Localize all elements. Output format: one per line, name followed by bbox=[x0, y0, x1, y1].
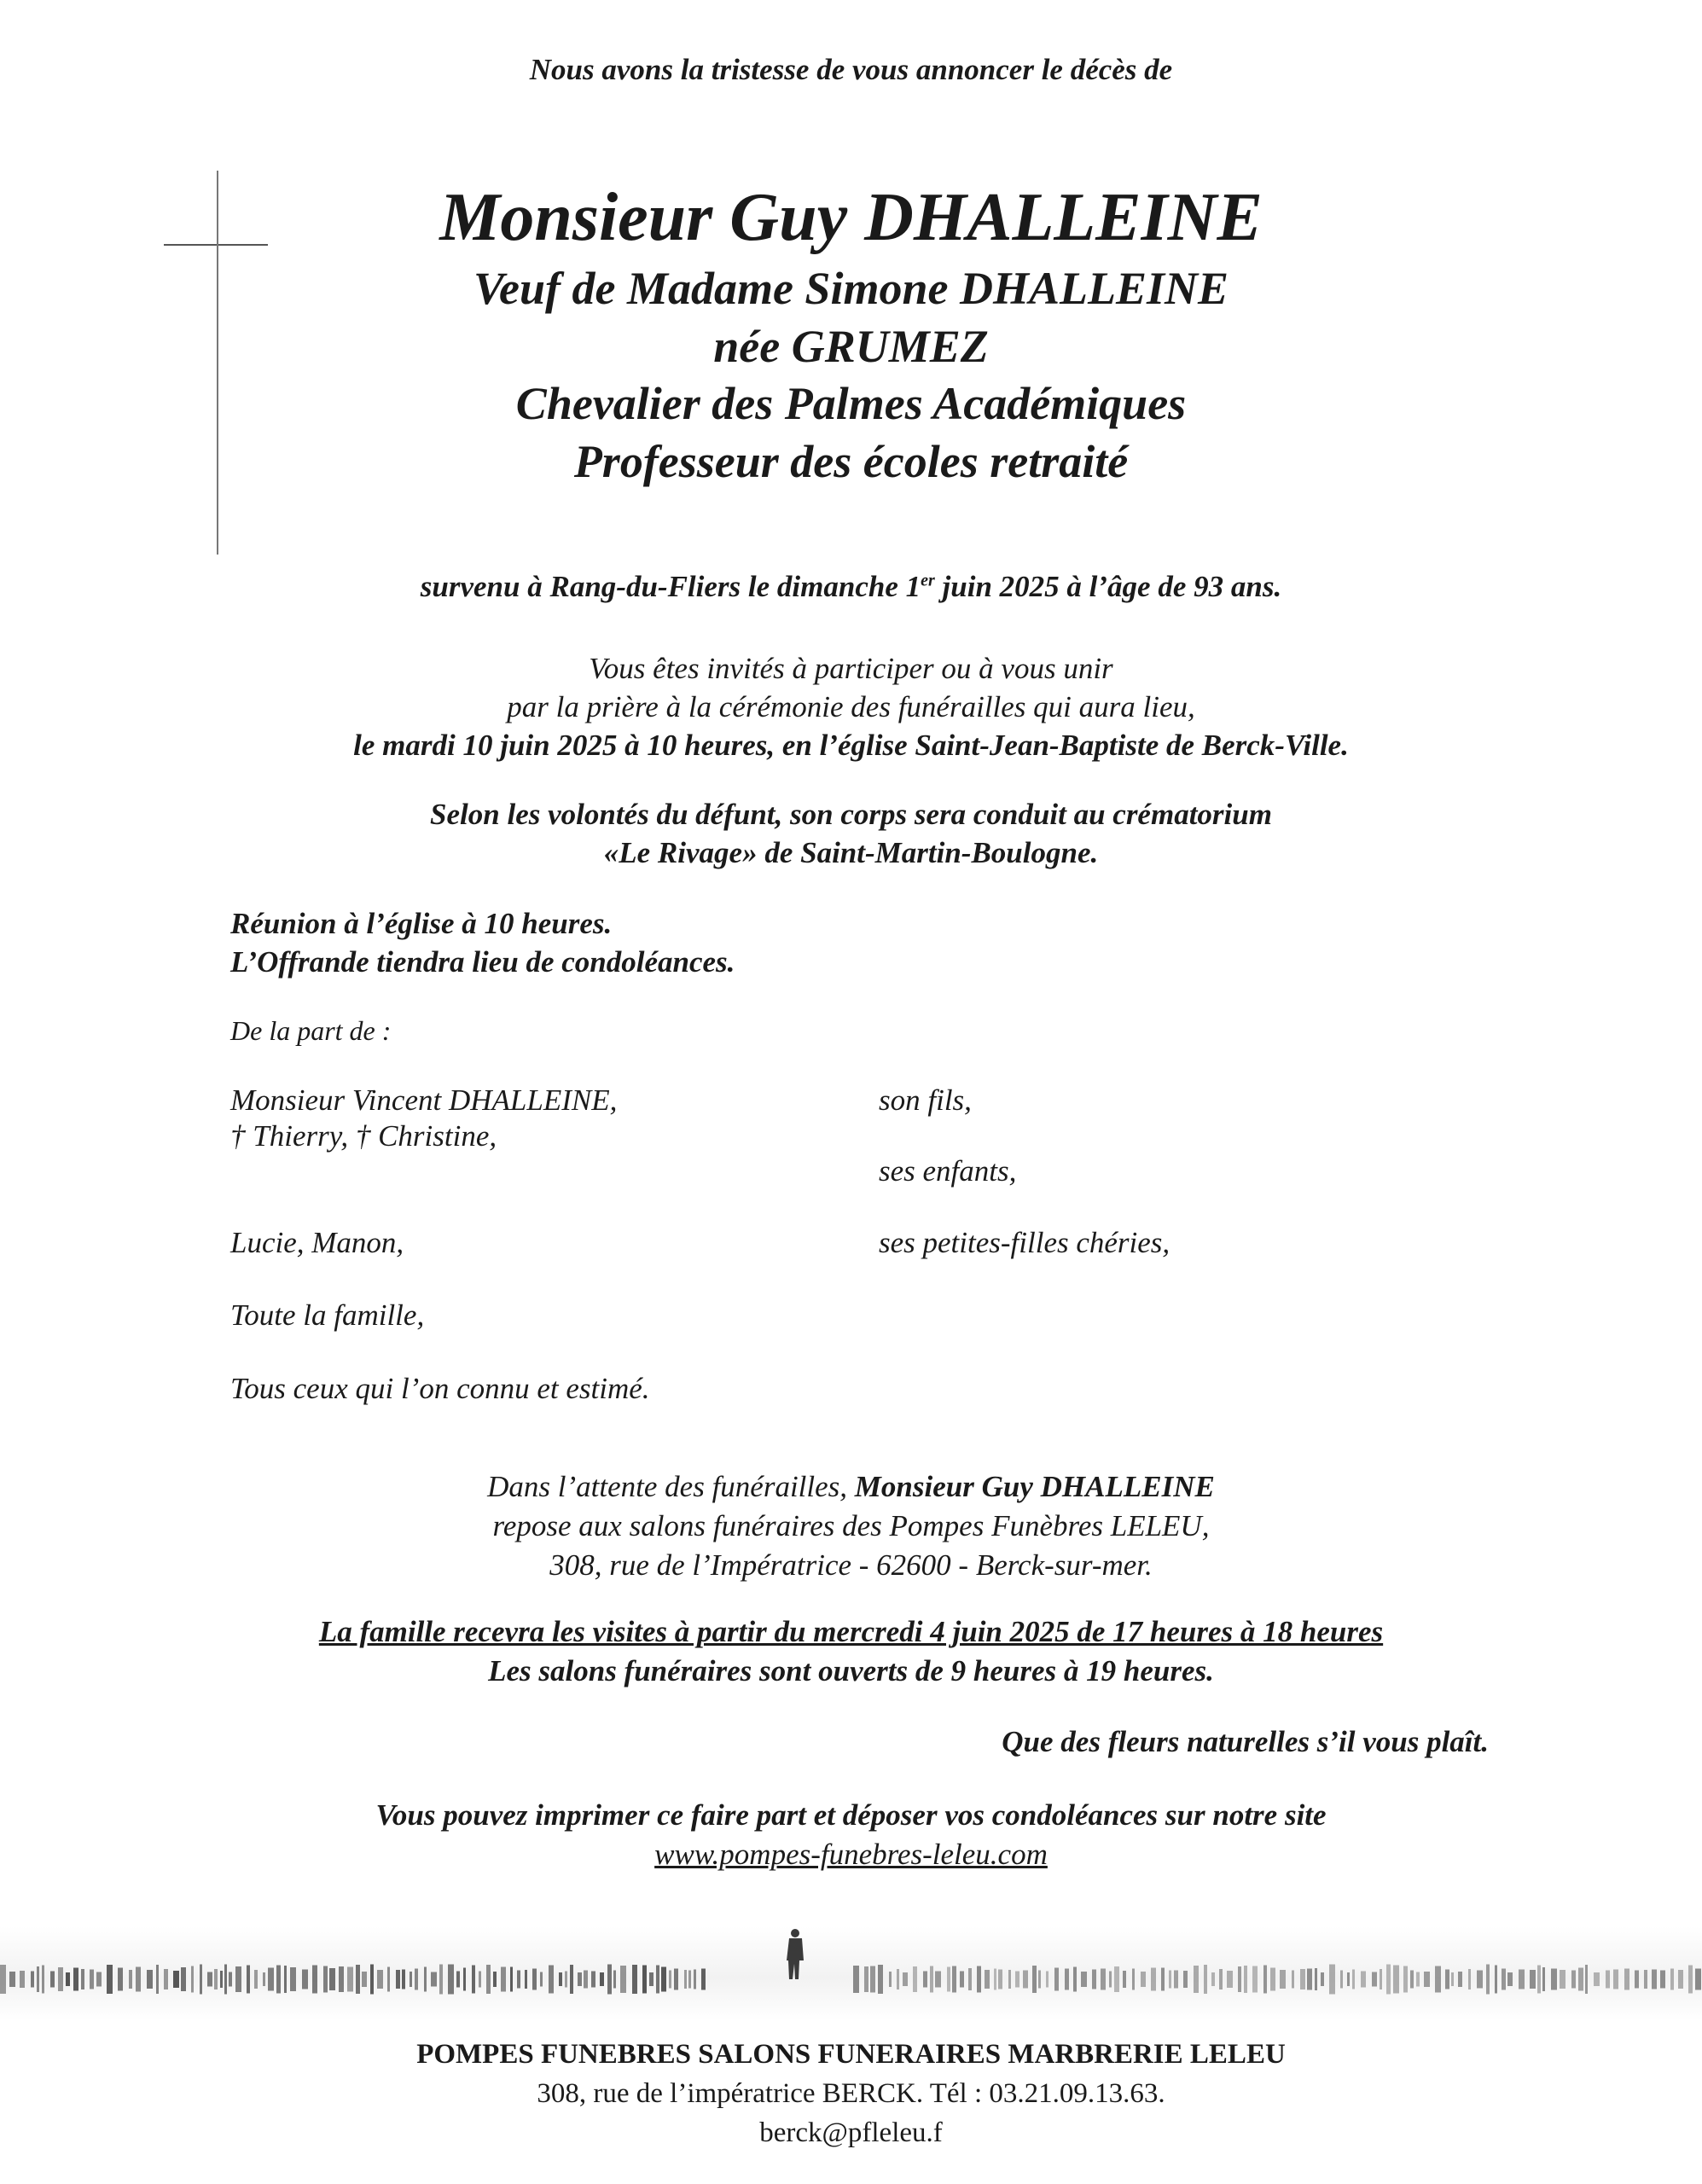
website-block bbox=[0, 1796, 1702, 1874]
beach-post-shape bbox=[1678, 1970, 1683, 1989]
death-notice-ordinal: er bbox=[921, 571, 935, 590]
beach-post-shape bbox=[356, 1965, 360, 1994]
beach-post-shape bbox=[247, 1966, 250, 1994]
beach-post-shape bbox=[1204, 1965, 1207, 1994]
beach-post-shape bbox=[1227, 1971, 1233, 1988]
beach-post-shape bbox=[878, 1965, 883, 1994]
waiting-line-2: repose aux salons funéraires des Pompes Funèbres LELEU, bbox=[492, 1509, 1210, 1542]
profession: Professeur des écoles retraité bbox=[573, 435, 1129, 487]
beach-post-shape bbox=[656, 1966, 659, 1994]
beach-post-shape bbox=[1340, 1971, 1343, 1989]
beach-post-shape bbox=[1530, 1970, 1536, 1989]
beach-post-shape bbox=[463, 1968, 466, 1991]
beach-post-shape bbox=[1519, 1970, 1525, 1989]
beach-post-shape bbox=[1560, 1970, 1565, 1989]
beach-post-shape bbox=[620, 1966, 626, 1993]
beach-post-shape bbox=[396, 1970, 400, 1989]
beach-post-shape bbox=[1502, 1969, 1506, 1990]
beach-post-shape bbox=[510, 1967, 513, 1992]
beach-post-shape bbox=[684, 1970, 687, 1989]
beach-post-shape bbox=[254, 1970, 258, 1989]
beach-post-shape bbox=[1416, 1972, 1420, 1987]
beach-post-shape bbox=[1495, 1966, 1497, 1994]
beach-post-shape bbox=[347, 1967, 353, 1992]
beach-post-shape bbox=[960, 1972, 964, 1988]
beach-post-shape bbox=[323, 1966, 328, 1993]
beach-post-shape bbox=[1670, 1969, 1674, 1990]
ceremony-line-2: par la prière à la cérémonie des funérailles qui aura lieu, bbox=[507, 690, 1195, 723]
beach-post-shape bbox=[913, 1966, 917, 1992]
beach-post-shape bbox=[1183, 1971, 1188, 1988]
beach-post-shape bbox=[493, 1972, 497, 1987]
gathering-line-2: L’Offrande tiendra lieu de condoléances. bbox=[230, 945, 735, 979]
beach-post-shape bbox=[1477, 1971, 1483, 1989]
cremation-line-1: Selon les volontés du défunt, son corps sera conduit au crématorium bbox=[430, 798, 1272, 831]
beach-post-shape bbox=[276, 1966, 281, 1994]
ceremony-line-1: Vous êtes invités à participer ou à vous unir bbox=[589, 652, 1113, 685]
beach-post-shape bbox=[1660, 1971, 1665, 1989]
beach-post-shape bbox=[517, 1971, 520, 1989]
waiting-name: Monsieur Guy DHALLEINE bbox=[854, 1470, 1215, 1503]
website-link[interactable]: www.pompes-funebres-leleu.com bbox=[654, 1838, 1048, 1871]
beach-post-shape bbox=[302, 1970, 308, 1989]
beach-post-shape bbox=[1038, 1971, 1041, 1989]
beach-post-shape bbox=[701, 1969, 706, 1990]
beach-post-shape bbox=[930, 1966, 933, 1993]
beach-post-shape bbox=[864, 1966, 868, 1992]
beach-post-shape bbox=[486, 1965, 491, 1994]
beach-post-shape bbox=[20, 1971, 25, 1988]
beach-post-shape bbox=[1688, 1966, 1693, 1994]
beach-post-shape bbox=[661, 1967, 666, 1992]
beach-post-shape bbox=[1321, 1972, 1324, 1986]
beach-post-shape bbox=[1585, 1965, 1588, 1994]
beach-post-shape bbox=[1542, 1967, 1545, 1991]
beach-post-shape bbox=[1300, 1969, 1305, 1989]
beach-post-shape bbox=[472, 1966, 475, 1994]
beach-post-shape bbox=[1161, 1968, 1165, 1991]
beach-post-shape bbox=[525, 1970, 527, 1989]
beach-post-shape bbox=[312, 1966, 317, 1994]
beach-post-shape bbox=[1424, 1972, 1430, 1987]
beach-post-shape bbox=[1292, 1971, 1294, 1989]
beach-post-shape bbox=[532, 1969, 537, 1990]
beach-post-shape bbox=[164, 1969, 168, 1989]
beach-post-shape bbox=[156, 1965, 159, 1994]
family-all-who-knew: Tous ceux qui l’on connu et estimé. bbox=[230, 1372, 650, 1405]
beach-post-shape bbox=[1238, 1966, 1241, 1992]
beach-post-shape bbox=[903, 1972, 908, 1986]
death-notice bbox=[0, 570, 1702, 604]
beach-post-shape bbox=[402, 1970, 405, 1989]
beach-post-shape bbox=[632, 1965, 637, 1994]
cremation-block bbox=[0, 795, 1702, 872]
beach-post-shape bbox=[118, 1968, 123, 1991]
beach-post-shape bbox=[935, 1972, 941, 1988]
beach-post-shape bbox=[985, 1970, 990, 1989]
family-son-relation: son fils, bbox=[879, 1083, 972, 1117]
beach-post-shape bbox=[559, 1972, 562, 1986]
beach-post-shape bbox=[1008, 1970, 1011, 1989]
beach-post-shape bbox=[1054, 1968, 1059, 1991]
website-note: Vous pouvez imprimer ce faire part et déposer vos condoléances sur notre site bbox=[375, 1798, 1327, 1832]
beach-post-shape bbox=[1380, 1969, 1382, 1989]
beach-post-shape bbox=[947, 1967, 950, 1992]
beach-post-shape bbox=[1092, 1970, 1096, 1989]
gathering-block bbox=[230, 904, 735, 981]
beach-post-shape bbox=[181, 1967, 186, 1991]
beach-post-shape bbox=[1169, 1971, 1171, 1989]
beach-post-shape bbox=[1393, 1966, 1399, 1994]
beach-post-shape bbox=[191, 1966, 194, 1993]
maiden-name: née GRUMEZ bbox=[713, 320, 989, 372]
beach-post-shape bbox=[540, 1972, 543, 1987]
footer-email: berck@pfleleu.f bbox=[759, 2117, 943, 2148]
waiting-block bbox=[0, 1467, 1702, 1585]
beach-post-shape bbox=[42, 1966, 44, 1994]
beach-post-shape bbox=[591, 1972, 595, 1988]
beach-post-shape bbox=[1507, 1972, 1513, 1986]
death-notice-text-end: juin 2025 à l’âge de 93 ans. bbox=[934, 570, 1282, 603]
beach-post-shape bbox=[136, 1967, 141, 1992]
beach-post-shape bbox=[73, 1968, 78, 1991]
beach-post-shape bbox=[613, 1971, 616, 1989]
beach-post-shape bbox=[1109, 1972, 1112, 1988]
ceremony-block bbox=[0, 649, 1702, 764]
beach-post-shape bbox=[1219, 1969, 1223, 1989]
beach-post-shape bbox=[268, 1968, 274, 1991]
distinction: Chevalier des Palmes Académiques bbox=[515, 378, 1187, 429]
beach-post-shape bbox=[1458, 1972, 1462, 1987]
beach-post-shape bbox=[1270, 1968, 1275, 1991]
beach-post-shape bbox=[600, 1972, 604, 1986]
beach-post-shape bbox=[1624, 1969, 1629, 1990]
beach-post-shape bbox=[284, 1966, 287, 1993]
beach-post-shape bbox=[200, 1965, 202, 1995]
beach-post-shape bbox=[1032, 1966, 1037, 1993]
beach-post-shape bbox=[669, 1971, 671, 1989]
beach-post-shape bbox=[424, 1967, 427, 1992]
beach-post-shape bbox=[1329, 1965, 1335, 1995]
beach-post-shape bbox=[147, 1970, 153, 1989]
beach-post-shape bbox=[1073, 1967, 1077, 1992]
beach-post-shape bbox=[362, 1972, 367, 1987]
beach-post-shape bbox=[565, 1972, 567, 1988]
beach-post-shape bbox=[1571, 1971, 1576, 1989]
beach-post-shape bbox=[377, 1970, 383, 1989]
beach-post-shape bbox=[1307, 1969, 1312, 1990]
beach-post-shape bbox=[649, 1972, 653, 1986]
family-whole: Toute la famille, bbox=[230, 1298, 425, 1332]
deceased-block bbox=[0, 175, 1702, 491]
beach-post-shape bbox=[235, 1966, 241, 1992]
beach-post-shape bbox=[584, 1971, 588, 1989]
beach-post-shape bbox=[853, 1966, 859, 1993]
beach-post-shape bbox=[870, 1966, 875, 1993]
beach-post-shape bbox=[1635, 1971, 1639, 1989]
death-notice-text: survenu à Rang-du-Fliers le dimanche 1 bbox=[420, 570, 921, 603]
beach-post-shape bbox=[1023, 1971, 1028, 1989]
beach-post-shape bbox=[96, 1972, 102, 1987]
beach-post-shape bbox=[607, 1965, 612, 1995]
beach-post-shape bbox=[642, 1966, 647, 1994]
beach-post-shape bbox=[229, 1972, 232, 1987]
beach-post-shape bbox=[66, 1972, 70, 1986]
visits-line-1: La famille recevra les visites à partir du mercredi 4 juin 2025 de 17 heures à 18 heures bbox=[318, 1615, 1384, 1648]
footer-block bbox=[0, 2035, 1702, 2152]
beach-post-shape bbox=[81, 1969, 84, 1989]
beach-post-shape bbox=[1410, 1971, 1414, 1989]
beach-post-shape bbox=[1372, 1972, 1377, 1987]
beach-post-shape bbox=[998, 1970, 1002, 1989]
beach-post-shape bbox=[58, 1967, 63, 1991]
beach-post-shape bbox=[456, 1972, 460, 1988]
beach-post-shape bbox=[0, 1965, 6, 1994]
beach-post-shape bbox=[1065, 1969, 1069, 1990]
beach-post-shape bbox=[1141, 1972, 1146, 1987]
beach-post-shape bbox=[9, 1972, 15, 1987]
beach-post-shape bbox=[1551, 1969, 1557, 1990]
beach-post-shape bbox=[1280, 1970, 1286, 1989]
beach-post-shape bbox=[578, 1972, 582, 1986]
beach-post-shape bbox=[90, 1970, 94, 1989]
beach-post-shape bbox=[994, 1969, 996, 1990]
ceremony-line-3: le mardi 10 juin 2025 à 10 heures, en l’église Saint-Jean-Baptiste de Berck-Ville. bbox=[353, 729, 1349, 762]
beach-post-shape bbox=[1081, 1972, 1087, 1987]
beach-post-shape bbox=[415, 1969, 418, 1990]
beach-post-shape bbox=[897, 1969, 899, 1989]
beach-post-shape bbox=[50, 1972, 55, 1988]
beach-post-shape bbox=[1114, 1966, 1119, 1992]
widower-of: Veuf de Madame Simone DHALLEINE bbox=[473, 263, 1229, 314]
beach-post-shape bbox=[439, 1965, 443, 1995]
beach-post-shape bbox=[1132, 1969, 1135, 1990]
beach-post-shape bbox=[220, 1971, 223, 1988]
beach-post-shape bbox=[1347, 1972, 1350, 1986]
beach-post-shape bbox=[37, 1966, 39, 1992]
beach-post-shape bbox=[1445, 1970, 1449, 1989]
beach-post-shape bbox=[501, 1967, 506, 1992]
beach-post-shape bbox=[1352, 1970, 1355, 1989]
beach-post-shape bbox=[479, 1972, 481, 1988]
beach-post-shape bbox=[1151, 1968, 1156, 1991]
beach-post-shape bbox=[1123, 1971, 1126, 1988]
beach-post-shape bbox=[1606, 1971, 1610, 1989]
beach-post-shape bbox=[329, 1968, 335, 1990]
beach-post-shape bbox=[1537, 1966, 1541, 1994]
beach-post-shape bbox=[290, 1967, 296, 1991]
family-granddaughters-relation: ses petites-filles chéries, bbox=[879, 1226, 1170, 1259]
family-son-name: Monsieur Vincent DHALLEINE, bbox=[230, 1083, 618, 1117]
beach-post-shape bbox=[674, 1969, 678, 1990]
footer-company: POMPES FUNEBRES SALONS FUNERAIRES MARBRERIE LELEU bbox=[416, 2039, 1286, 2070]
beach-post-shape bbox=[1046, 1972, 1049, 1988]
beach-post-shape bbox=[1594, 1972, 1600, 1986]
beach-post-shape bbox=[1174, 1971, 1178, 1989]
beach-post-shape bbox=[207, 1972, 212, 1987]
beach-post-shape bbox=[977, 1966, 981, 1993]
footer-address: 308, rue de l’impératrice BERCK. Tél : 03.21.09.13.63. bbox=[537, 2078, 1165, 2109]
waiting-prefix: Dans l’attente des funérailles, bbox=[487, 1470, 855, 1503]
beach-post-shape bbox=[1644, 1970, 1647, 1989]
beach-post-shape bbox=[107, 1965, 113, 1994]
beach-post-shape bbox=[129, 1970, 132, 1989]
cremation-line-2: «Le Rivage» de Saint-Martin-Boulogne. bbox=[603, 836, 1099, 869]
beach-post-shape bbox=[1244, 1966, 1247, 1993]
beach-post-shape bbox=[370, 1965, 374, 1995]
beach-post-shape bbox=[1435, 1966, 1441, 1993]
intro-text: Nous avons la tristesse de vous annoncer le décès de bbox=[529, 53, 1173, 86]
beach-post-shape bbox=[1468, 1969, 1471, 1989]
beach-post-shape bbox=[1613, 1970, 1618, 1989]
beach-post-shape bbox=[448, 1965, 454, 1995]
beach-post-shape bbox=[1315, 1968, 1317, 1990]
on-behalf-label: De la part de : bbox=[230, 1015, 392, 1046]
beach-post-shape bbox=[1263, 1966, 1267, 1994]
beach-post-shape bbox=[889, 1972, 892, 1987]
beach-post-shape bbox=[1652, 1970, 1657, 1989]
beach-post-shape bbox=[263, 1972, 265, 1986]
beach-post-shape bbox=[1361, 1972, 1366, 1988]
beach-post-shape bbox=[1403, 1966, 1408, 1993]
beach-post-shape bbox=[224, 1965, 227, 1995]
beach-post-shape bbox=[923, 1972, 927, 1988]
beach-post-shape bbox=[173, 1971, 179, 1988]
beach-silhouette-image bbox=[0, 1926, 1702, 2020]
beach-post-shape bbox=[1486, 1965, 1490, 1995]
beach-post-shape bbox=[339, 1966, 344, 1992]
gathering-line-1: Réunion à l’église à 10 heures. bbox=[230, 907, 613, 940]
visits-line-2: Les salons funéraires sont ouverts de 9 heures à 19 heures. bbox=[488, 1654, 1214, 1687]
waiting-line-3: 308, rue de l’Impératrice - 62600 - Berck-sur-mer. bbox=[549, 1548, 1153, 1582]
beach-post-shape bbox=[410, 1972, 412, 1987]
beach-post-shape bbox=[387, 1967, 390, 1992]
family-granddaughters-names: Lucie, Manon, bbox=[230, 1226, 404, 1259]
visits-block bbox=[0, 1612, 1702, 1691]
beach-post-shape bbox=[431, 1972, 437, 1987]
deceased-name: Monsieur Guy DHALLEINE bbox=[439, 180, 1263, 255]
beach-post-shape bbox=[1101, 1969, 1106, 1990]
beach-post-shape bbox=[1578, 1968, 1583, 1991]
beach-post-shape bbox=[1211, 1972, 1215, 1986]
beach-post-shape bbox=[1451, 1972, 1454, 1986]
beach-post-shape bbox=[1252, 1966, 1258, 1993]
beach-post-shape bbox=[1386, 1965, 1391, 1995]
beach-post-shape bbox=[1695, 1969, 1701, 1990]
beach-post-shape bbox=[1194, 1966, 1199, 1993]
family-children-names: † Thierry, † Christine, bbox=[230, 1119, 497, 1153]
beach-post-shape bbox=[31, 1972, 34, 1988]
beach-post-shape bbox=[968, 1968, 972, 1990]
beach-post-shape bbox=[694, 1970, 696, 1989]
waiting-line-1 bbox=[0, 1467, 1702, 1507]
beach-post-shape bbox=[952, 1966, 956, 1993]
beach-post-shape bbox=[214, 1969, 218, 1989]
beach-post-shape bbox=[688, 1971, 691, 1989]
beach-post-shape bbox=[570, 1965, 573, 1994]
family-children-relation: ses enfants, bbox=[879, 1154, 1017, 1188]
beach-post-shape bbox=[1015, 1972, 1019, 1988]
beach-post-shape bbox=[549, 1966, 554, 1994]
flowers-note: Que des fleurs naturelles s’il vous plaît. bbox=[1002, 1725, 1489, 1758]
